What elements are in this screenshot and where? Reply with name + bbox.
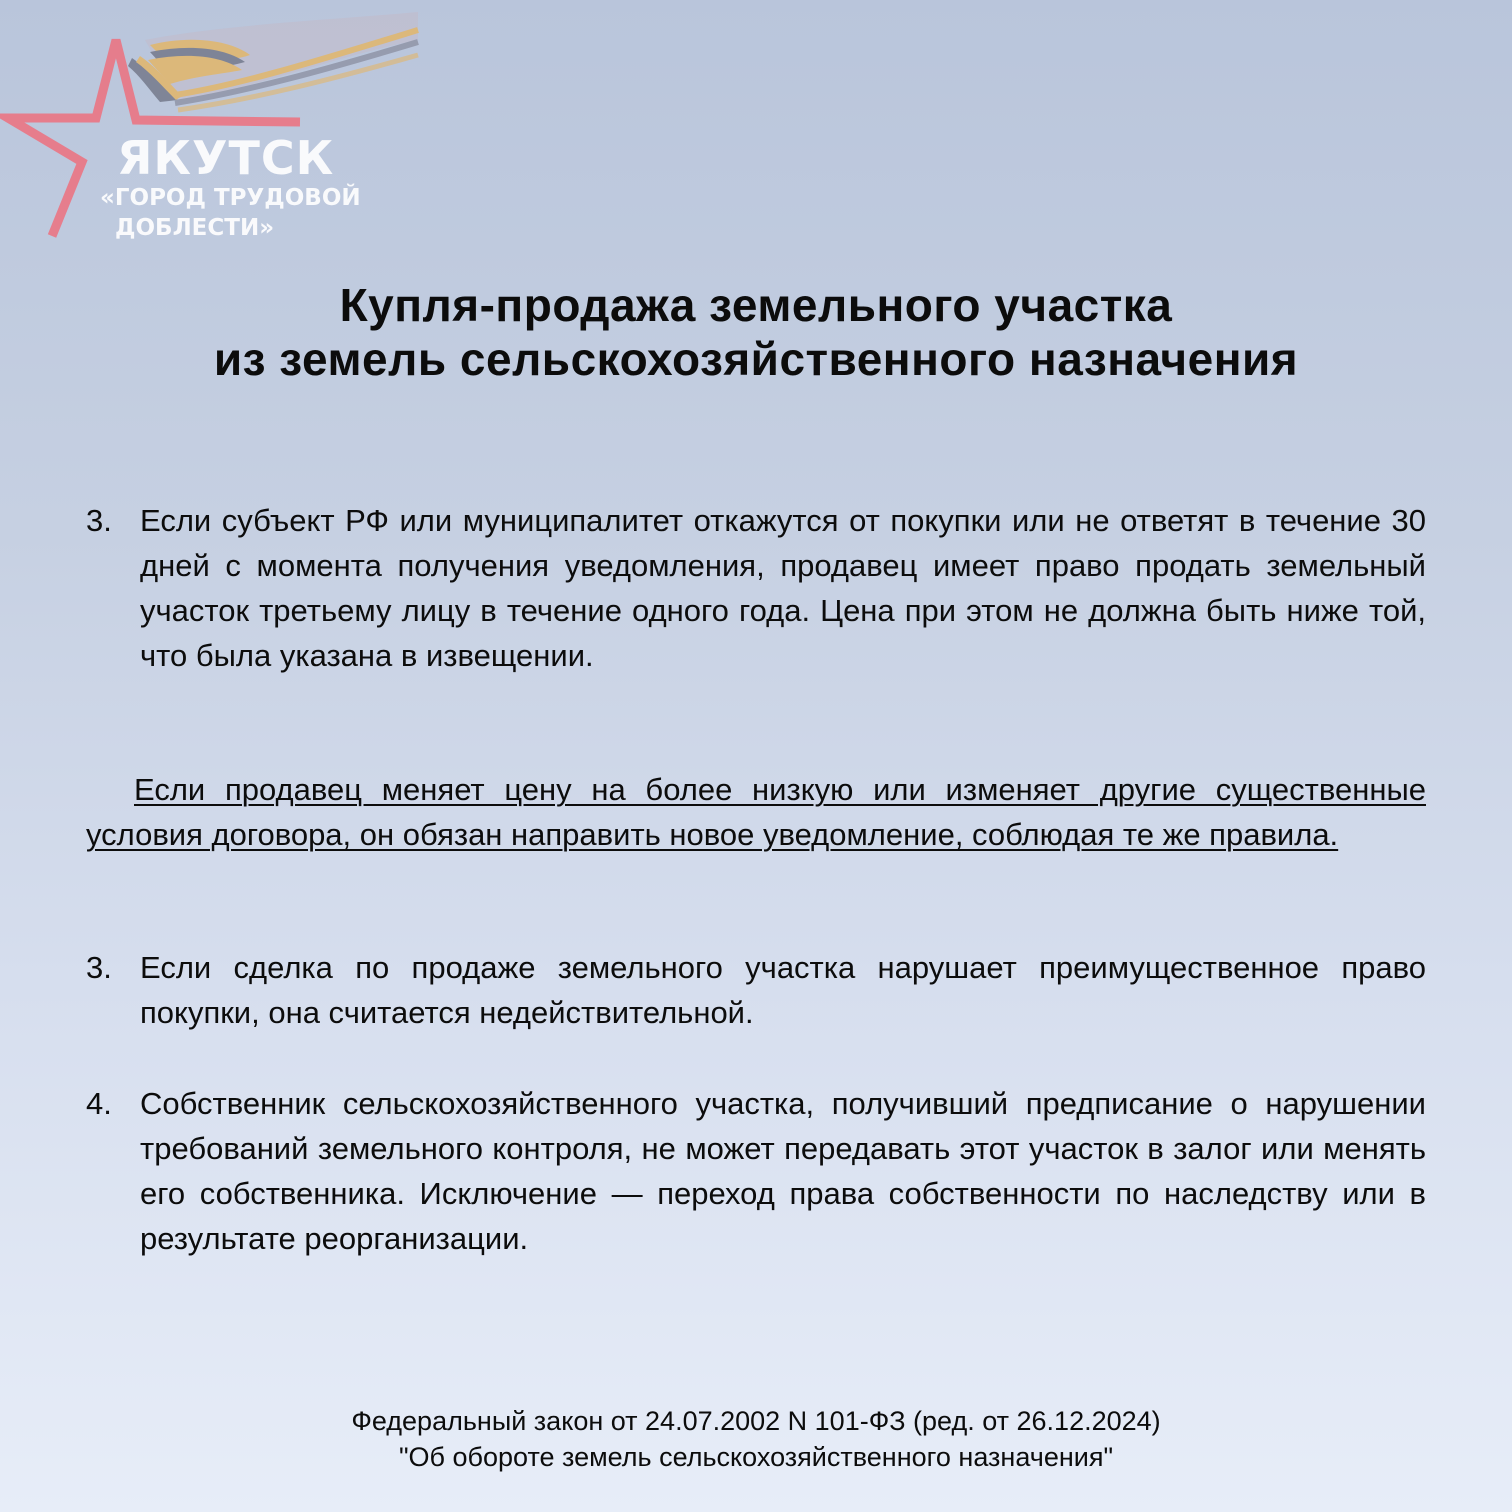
list-item-number: 3. — [86, 950, 112, 985]
list-item-text: Если субъект РФ или муниципалитет откажутся от покупки или не ответят в течение 30 дней с момента получения уведомления, продавец имеет право продать земельный участок третьему лицу в течение одного года. Цена при этом не должна быть ниже той, что была указана в извещении. — [140, 503, 1426, 673]
logo-subtitle-line2: ДОБЛЕСТИ» — [115, 215, 275, 241]
logo-city: ЯКУТСК — [117, 131, 335, 185]
list-item-text: Если сделка по продаже земельного участка нарушает преимущественное право покупки, она считается недействительной. — [140, 950, 1426, 1030]
title-line2: из земель сельскохозяйственного назначения — [213, 333, 1299, 385]
underlined-note: Если продавец меняет цену на более низкую или изменяет другие существенные условия договора, он обязан направить новое уведомление, соблюдая те же правила. — [86, 772, 1426, 852]
list-item — [86, 498, 1426, 678]
title-line1: Купля-продажа земельного участка — [339, 279, 1173, 331]
page-title — [0, 278, 1512, 386]
logo-subtitle-line1: «ГОРОД ТРУДОВОЙ — [100, 185, 361, 211]
footer-line1: Федеральный закон от 24.07.2002 N 101-ФЗ (ред. от 26.12.2024) — [351, 1406, 1161, 1436]
list-item-number: 3. — [86, 503, 112, 538]
list-item-number: 4. — [86, 1086, 112, 1121]
list-item-text: Собственник сельскохозяйственного участка, получивший предписание о нарушении требований земельного контроля, не может передавать этот участок в залог или менять его собственника. Исключение — переход права собственности по наследству или в результате реорганизации. — [140, 1086, 1426, 1256]
list-item — [86, 945, 1426, 1035]
law-reference-footer — [0, 1403, 1512, 1475]
list-item — [86, 1081, 1426, 1261]
logo — [0, 0, 430, 260]
footer-line2: "Об обороте земель сельскохозяйственного назначения" — [398, 1442, 1114, 1472]
